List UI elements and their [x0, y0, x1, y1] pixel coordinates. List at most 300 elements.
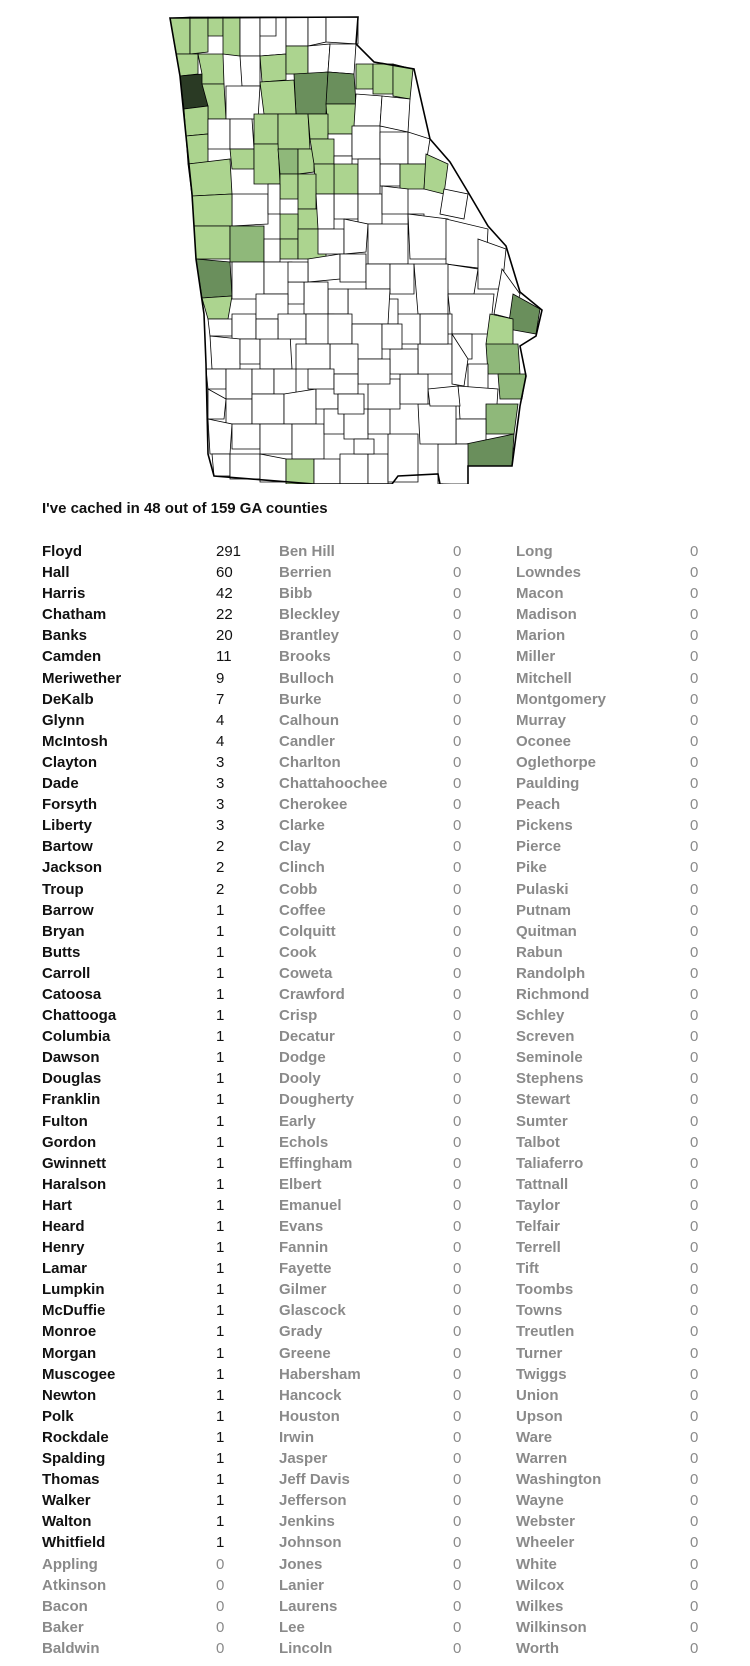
- county-name: Spalding: [42, 1450, 106, 1468]
- county-chattahoochee: [208, 319, 232, 336]
- county-name: Carroll: [42, 964, 91, 982]
- county-row: [42, 1005, 247, 1026]
- county-count: 0: [453, 1028, 462, 1046]
- county-row: [42, 1596, 247, 1617]
- county-name: Berrien: [279, 564, 332, 582]
- county-count: 0: [690, 1302, 699, 1320]
- county-macon: [278, 314, 306, 339]
- county-johnson: [390, 264, 414, 294]
- county-row: [279, 1364, 484, 1385]
- county-wilkinson: [366, 264, 390, 289]
- county-count: 0: [216, 1639, 225, 1657]
- county-count: 0: [453, 880, 462, 898]
- county-count: 0: [690, 1175, 699, 1193]
- county-count: 1: [216, 1344, 225, 1362]
- county-count: 1: [216, 1281, 225, 1299]
- county-count: 1: [216, 1007, 225, 1025]
- county-turner: [308, 369, 334, 389]
- county-row: [279, 879, 484, 900]
- county-count: 1: [216, 943, 225, 961]
- county-dougherty: [252, 394, 284, 424]
- county-row: [516, 836, 721, 857]
- county-count: 0: [453, 943, 462, 961]
- county-name: Warren: [516, 1450, 568, 1468]
- county-count: 0: [453, 922, 462, 940]
- county-columbia: [424, 154, 448, 194]
- county-name: Burke: [279, 690, 322, 708]
- county-name: Houston: [279, 1407, 340, 1425]
- county-count: 1: [216, 1323, 225, 1341]
- county-seminole: [212, 454, 230, 476]
- county-row: [516, 1026, 721, 1047]
- county-count: 0: [216, 1576, 225, 1594]
- county-row: [516, 1216, 721, 1237]
- county-count: 0: [690, 1618, 699, 1636]
- county-count: 0: [453, 1534, 462, 1552]
- county-count: 0: [453, 1365, 462, 1383]
- county-count: 0: [690, 711, 699, 729]
- county-row: [42, 1511, 247, 1532]
- county-name: Clinch: [279, 859, 325, 877]
- county-count: 1: [216, 1154, 225, 1172]
- county-name: Habersham: [279, 1365, 361, 1383]
- county-count: 1: [216, 1070, 225, 1088]
- county-count: 0: [690, 922, 699, 940]
- county-name: Walton: [42, 1513, 92, 1531]
- county-count: 0: [690, 985, 699, 1003]
- county-count: 0: [690, 796, 699, 814]
- county-row: [516, 900, 721, 921]
- county-name: Douglas: [42, 1070, 102, 1088]
- county-count: 0: [690, 585, 699, 603]
- county-row: [279, 668, 484, 689]
- county-count: 7: [216, 690, 225, 708]
- county-name: Mitchell: [516, 669, 572, 687]
- county-name: Fulton: [42, 1112, 88, 1130]
- county-name: Twiggs: [516, 1365, 567, 1383]
- county-row: [516, 1111, 721, 1132]
- county-name: Bryan: [42, 922, 85, 940]
- county-row: [42, 1617, 247, 1638]
- county-name: Screven: [516, 1028, 575, 1046]
- county-row: [516, 731, 721, 752]
- county-name: Bacon: [42, 1597, 88, 1615]
- county-stewart: [210, 336, 240, 369]
- county-count: 60: [216, 564, 233, 582]
- county-lowndes: [340, 454, 368, 484]
- county-toombs: [420, 314, 448, 344]
- county-habersham: [328, 44, 356, 74]
- county-row: [279, 921, 484, 942]
- county-name: Butts: [42, 943, 81, 961]
- county-lamar: [280, 239, 298, 259]
- county-row: [279, 1174, 484, 1195]
- county-name: Jenkins: [279, 1513, 335, 1531]
- county-count: 0: [453, 985, 462, 1003]
- county-count: 0: [690, 1492, 699, 1510]
- county-count: 0: [453, 648, 462, 666]
- county-worth: [284, 389, 316, 424]
- county-charlton: [438, 444, 468, 484]
- county-row: [516, 942, 721, 963]
- county-count: 0: [453, 859, 462, 877]
- county-count: 0: [453, 1049, 462, 1067]
- county-row: [42, 1575, 247, 1596]
- county-row: [42, 942, 247, 963]
- county-list-column-1: [42, 541, 247, 1659]
- county-wilkes: [380, 132, 408, 164]
- county-row: [279, 1427, 484, 1448]
- county-count: 0: [690, 564, 699, 582]
- county-name: Harris: [42, 585, 86, 603]
- county-name: Lowndes: [516, 564, 582, 582]
- county-name: Webster: [516, 1513, 575, 1531]
- county-name: Peach: [516, 796, 561, 814]
- county-row: [42, 1385, 247, 1406]
- county-marion: [232, 314, 256, 339]
- county-name: Glynn: [42, 711, 85, 729]
- county-count: 0: [690, 1639, 699, 1657]
- county-name: Randolph: [516, 964, 586, 982]
- county-decatur: [230, 454, 260, 479]
- county-row: [516, 625, 721, 646]
- county-name: Baldwin: [42, 1639, 100, 1657]
- county-wheeler: [382, 324, 402, 349]
- county-name: Greene: [279, 1344, 331, 1362]
- county-row: [516, 1554, 721, 1575]
- county-name: Taylor: [516, 1196, 560, 1214]
- county-name: Catoosa: [42, 985, 102, 1003]
- county-gordon: [198, 54, 224, 84]
- county-count: 0: [453, 669, 462, 687]
- county-count: 20: [216, 627, 233, 645]
- county-row: [42, 604, 247, 625]
- county-count: 0: [690, 1112, 699, 1130]
- county-heard: [192, 194, 232, 226]
- county-mcduffie: [400, 164, 426, 189]
- county-count: 1: [216, 1028, 225, 1046]
- county-row: [42, 1111, 247, 1132]
- county-name: Quitman: [516, 922, 577, 940]
- county-name: Bleckley: [279, 606, 340, 624]
- county-name: Barrow: [42, 901, 94, 919]
- county-count: 42: [216, 585, 233, 603]
- county-row: [42, 1427, 247, 1448]
- county-schley: [256, 319, 278, 339]
- county-row: [279, 1047, 484, 1068]
- county-row: [516, 1364, 721, 1385]
- county-count: 0: [453, 1428, 462, 1446]
- county-list-column-3: [516, 541, 721, 1659]
- county-row: [516, 1195, 721, 1216]
- county-count: 0: [453, 796, 462, 814]
- county-row: [279, 794, 484, 815]
- county-count: 0: [453, 606, 462, 624]
- county-name: Brooks: [279, 648, 331, 666]
- county-name: Polk: [42, 1407, 74, 1425]
- county-randolph: [226, 369, 252, 399]
- county-row: [279, 1195, 484, 1216]
- county-name: Miller: [516, 648, 556, 666]
- county-row: [516, 1448, 721, 1469]
- county-name: Wilcox: [516, 1576, 565, 1594]
- county-name: Jackson: [42, 859, 103, 877]
- county-name: Pike: [516, 859, 547, 877]
- county-name: Cherokee: [279, 796, 348, 814]
- county-name: White: [516, 1555, 557, 1573]
- county-row: [516, 1596, 721, 1617]
- county-row: [279, 942, 484, 963]
- county-row: [42, 625, 247, 646]
- county-row: [279, 1321, 484, 1342]
- county-name: Bulloch: [279, 669, 334, 687]
- county-jackson: [326, 104, 356, 134]
- county-name: Clay: [279, 838, 311, 856]
- county-count: 3: [216, 753, 225, 771]
- county-name: Wilkes: [516, 1597, 564, 1615]
- county-row: [42, 1174, 247, 1195]
- county-name: Dooly: [279, 1070, 321, 1088]
- county-count: 0: [690, 1386, 699, 1404]
- county-name: Grady: [279, 1323, 323, 1341]
- county-row: [279, 1596, 484, 1617]
- county-name: Lincoln: [279, 1639, 333, 1657]
- county-count: 0: [453, 1281, 462, 1299]
- county-name: Cook: [279, 943, 317, 961]
- county-early: [208, 419, 232, 454]
- county-row: [279, 815, 484, 836]
- county-count: 0: [690, 543, 699, 560]
- county-count: 1: [216, 1175, 225, 1193]
- county-name: Floyd: [42, 543, 82, 560]
- county-count: 0: [690, 1133, 699, 1151]
- county-henry: [298, 174, 316, 209]
- county-name: Marion: [516, 627, 566, 645]
- county-pierce: [428, 386, 460, 406]
- county-ben-hill: [334, 374, 358, 394]
- county-count: 2: [216, 880, 225, 898]
- county-whitfield: [223, 17, 240, 56]
- county-row: [42, 1068, 247, 1089]
- county-name: Sumter: [516, 1112, 568, 1130]
- county-row: [516, 583, 721, 604]
- county-row: [279, 1385, 484, 1406]
- county-name: Jefferson: [279, 1492, 347, 1510]
- county-count: 3: [216, 775, 225, 793]
- county-grady: [260, 454, 286, 482]
- county-count: 0: [453, 1091, 462, 1109]
- county-name: Banks: [42, 627, 88, 645]
- county-count: 0: [453, 1450, 462, 1468]
- county-row: [516, 1068, 721, 1089]
- county-count: 0: [690, 943, 699, 961]
- county-brantley: [456, 419, 486, 444]
- county-count: 0: [453, 1471, 462, 1489]
- county-row: [516, 1237, 721, 1258]
- county-baldwin: [344, 219, 368, 254]
- county-count: 0: [690, 1597, 699, 1615]
- county-name: Decatur: [279, 1028, 335, 1046]
- county-name: Tattnall: [516, 1175, 569, 1193]
- county-count: 0: [453, 753, 462, 771]
- county-fayette: [268, 184, 280, 214]
- county-row: [42, 583, 247, 604]
- county-row: [516, 668, 721, 689]
- county-name: McDuffie: [42, 1302, 106, 1320]
- county-count: 0: [690, 1555, 699, 1573]
- county-name: Echols: [279, 1133, 329, 1151]
- county-bulloch: [448, 294, 494, 334]
- county-count: 0: [453, 1555, 462, 1573]
- county-name: Muscogee: [42, 1365, 116, 1383]
- county-echols: [368, 454, 388, 484]
- county-row: [279, 1575, 484, 1596]
- county-count: 0: [690, 901, 699, 919]
- county-name: Johnson: [279, 1534, 342, 1552]
- county-count: 0: [453, 1302, 462, 1320]
- county-list-column-2: [279, 541, 484, 1659]
- county-count: 0: [690, 1513, 699, 1531]
- county-name: Glascock: [279, 1302, 346, 1320]
- county-name: Wilkinson: [516, 1618, 587, 1636]
- county-franklin: [373, 64, 393, 94]
- county-row: [42, 900, 247, 921]
- county-count: 0: [690, 1154, 699, 1172]
- county-name: Coweta: [279, 964, 333, 982]
- county-name: Putnam: [516, 901, 572, 919]
- county-row: [42, 1448, 247, 1469]
- county-name: Towns: [516, 1302, 563, 1320]
- county-name: Dawson: [42, 1049, 100, 1067]
- county-count: 1: [216, 964, 225, 982]
- county-row: [279, 1638, 484, 1659]
- county-row: [42, 1321, 247, 1342]
- county-twiggs: [340, 254, 366, 282]
- county-name: Dade: [42, 775, 79, 793]
- county-count: 0: [690, 1344, 699, 1362]
- county-fannin: [260, 17, 276, 36]
- county-row: [42, 984, 247, 1005]
- county-row: [279, 1068, 484, 1089]
- county-row: [516, 963, 721, 984]
- county-name: Lanier: [279, 1576, 325, 1594]
- county-jones: [318, 229, 344, 254]
- county-name: Henry: [42, 1239, 85, 1257]
- county-row: [279, 1005, 484, 1026]
- county-count: 1: [216, 1428, 225, 1446]
- county-count: 0: [453, 690, 462, 708]
- county-row: [279, 731, 484, 752]
- county-count: 0: [453, 1576, 462, 1594]
- county-row: [279, 541, 484, 562]
- county-name: Oglethorpe: [516, 753, 597, 771]
- county-row: [516, 1279, 721, 1300]
- county-row: [42, 668, 247, 689]
- county-row: [516, 1132, 721, 1153]
- county-baker: [232, 424, 260, 449]
- county-thomas: [286, 459, 314, 484]
- county-row: [279, 836, 484, 857]
- county-count: 1: [216, 922, 225, 940]
- county-name: Candler: [279, 732, 335, 750]
- county-name: DeKalb: [42, 690, 94, 708]
- county-row: [42, 836, 247, 857]
- county-row: [516, 1047, 721, 1068]
- county-row: [42, 541, 247, 562]
- county-quitman: [206, 369, 226, 389]
- county-lumpkin: [286, 46, 308, 74]
- county-name: Brantley: [279, 627, 340, 645]
- county-count: 1: [216, 1049, 225, 1067]
- summary-text: I've cached in 48 out of 159 GA counties: [42, 500, 328, 517]
- county-name: Walker: [42, 1492, 91, 1510]
- county-irwin: [338, 394, 364, 414]
- county-count: 4: [216, 711, 225, 729]
- county-count: 0: [453, 1070, 462, 1088]
- county-name: Cobb: [279, 880, 318, 898]
- county-row: [516, 1511, 721, 1532]
- county-count: 0: [690, 648, 699, 666]
- county-fulton: [254, 144, 280, 184]
- county-name: Gordon: [42, 1133, 97, 1151]
- county-row: [42, 1237, 247, 1258]
- county-name: Stewart: [516, 1091, 571, 1109]
- county-row: [516, 710, 721, 731]
- county-name: Lee: [279, 1618, 305, 1636]
- county-row: [279, 1617, 484, 1638]
- county-count: 1: [216, 1407, 225, 1425]
- county-count: 0: [690, 1028, 699, 1046]
- county-barrow: [308, 114, 328, 139]
- county-name: Whitfield: [42, 1534, 106, 1552]
- county-warren: [382, 186, 408, 214]
- county-name: Bartow: [42, 838, 93, 856]
- county-appling: [418, 344, 452, 374]
- county-row: [42, 879, 247, 900]
- county-name: Turner: [516, 1344, 563, 1362]
- county-row: [516, 1532, 721, 1553]
- county-row: [42, 1216, 247, 1237]
- county-name: Haralson: [42, 1175, 107, 1193]
- county-count: 0: [453, 817, 462, 835]
- county-count: 1: [216, 1196, 225, 1214]
- county-count: 0: [690, 817, 699, 835]
- county-count: 1: [216, 1091, 225, 1109]
- county-count: 0: [690, 1007, 699, 1025]
- county-row: [516, 752, 721, 773]
- county-morgan: [334, 164, 358, 194]
- county-row: [42, 1406, 247, 1427]
- county-name: Seminole: [516, 1049, 583, 1067]
- county-count: 0: [690, 1576, 699, 1594]
- county-row: [42, 815, 247, 836]
- county-name: Liberty: [42, 817, 93, 835]
- county-liberty: [486, 344, 520, 374]
- county-muscogee: [202, 296, 232, 319]
- county-pulaski: [328, 314, 352, 344]
- county-row: [516, 1153, 721, 1174]
- county-row: [516, 1321, 721, 1342]
- county-name: Charlton: [279, 753, 341, 771]
- county-count: 0: [453, 543, 462, 560]
- county-count: 0: [690, 1323, 699, 1341]
- county-count: 0: [216, 1555, 225, 1573]
- county-name: Franklin: [42, 1091, 101, 1109]
- county-count: 0: [690, 1049, 699, 1067]
- county-count: 0: [453, 1154, 462, 1172]
- county-row: [516, 794, 721, 815]
- county-telfair: [358, 359, 390, 384]
